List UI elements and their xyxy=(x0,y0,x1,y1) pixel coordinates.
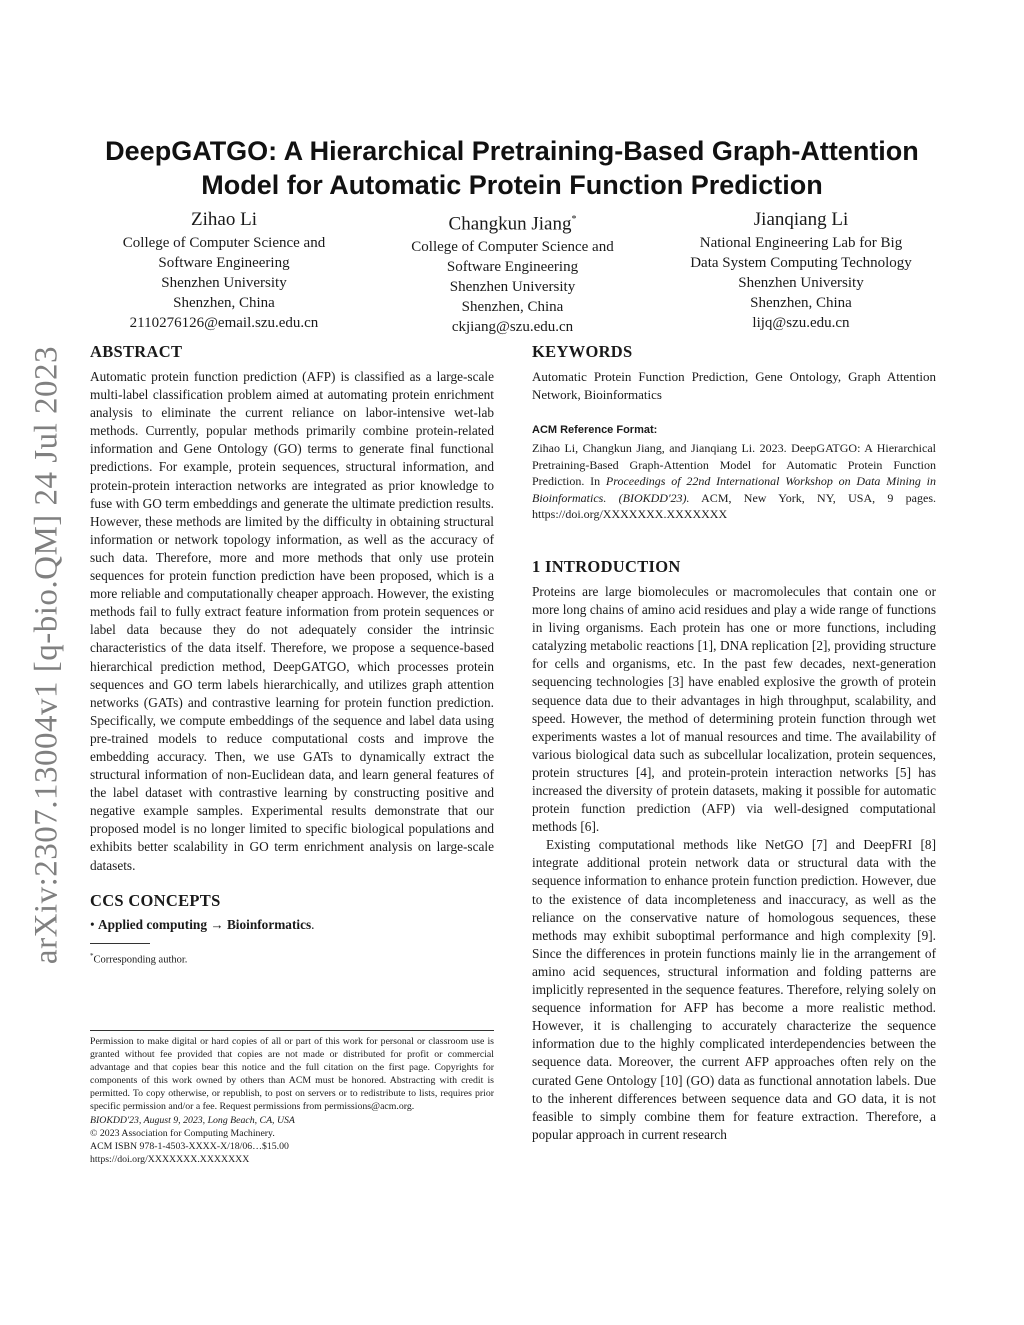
author-block xyxy=(90,207,935,337)
isbn-line: ACM ISBN 978-1-4503-XXXX-X/18/06…$15.00 xyxy=(90,1140,289,1152)
ccs-sub: Bioinformatics xyxy=(226,916,312,932)
acm-reference xyxy=(532,440,936,523)
acm-ref-part1: Zihao Li, Changkun Jiang, and Jianqiang Li. 2023. DeepGATGO: A Hierarchical Pretraining-Based Graph-Attention Model for Automatic Protein Function Prediction. In xyxy=(532,441,936,489)
right-column xyxy=(532,342,936,1144)
ccs-concept xyxy=(90,917,494,933)
permission-text: Permission to make digital or hard copies of all or part of this work for personal or classroom use is granted without fee provided that copies are not made or distributed for profit or commercial advantage and that copies bear this notice and the full citation on the first page. Copyrights for components of this work owned by others than ACM must be honored. Abstracting with credit is permitted. To copy otherwise, or republish, to post on servers or to redistribute to lists, requires prior specific permission and/or a fee. Request permissions from permissions@acm.org. xyxy=(90,1036,494,1113)
author-email: 2110276126@email.szu.edu.cn xyxy=(129,315,319,331)
author-name: Zihao Li xyxy=(191,209,257,230)
keywords-text: Automatic Protein Function Prediction, Gene Ontology, Graph Attention Network, Bioinformatics xyxy=(532,369,936,402)
author-affiliation: National Engineering Lab for Big xyxy=(699,235,903,251)
author-card xyxy=(379,207,647,337)
venue-line: BIOKDD'23, August 9, 2023, Long Beach, CA, USA xyxy=(90,1114,295,1126)
acm-ref-part2: ACM, New York, NY, USA, 9 pages. https://doi.org/XXXXXXX.XXXXXXX xyxy=(532,490,937,522)
arxiv-stamp xyxy=(30,340,64,970)
paper-title xyxy=(60,134,964,202)
acm-ref-heading: ACM Reference Format: xyxy=(532,424,658,436)
copyright-line: © 2023 Association for Computing Machinery. xyxy=(90,1127,275,1139)
ccs-heading: CCS CONCEPTS xyxy=(90,890,221,910)
doi-line: https://doi.org/XXXXXXX.XXXXXXX xyxy=(90,1153,250,1165)
footnote xyxy=(90,949,494,968)
ccs-item: Applied computing xyxy=(97,916,207,932)
author-card xyxy=(90,207,358,337)
author-affiliation: Data System Computing Technology xyxy=(690,255,912,271)
intro-paragraph-1: Proteins are large biomolecules or macromolecules that contain one or more long chains of amino acid residues and play a wide range of functions in living organisms. Each protein has one or more functions, including catalyzing metabolic reactions [1], DNA replication [2], providing structure for cells and organisms, etc. In the past few decades, next-generation sequencing technologies [3] have enabled explosive the growth of protein sequence data due to their advantages in high throughput, scalability, and speed. However, the method of determining protein function through wet experiments wastes a lot of manual resources and time. The availability of various biological data such as subcellular localization, protein sequences, protein structures [4], and protein-protein interaction networks [5] has increased the diversity of protein datasets, making it possible for automatic protein function prediction (AFP) via well-designed computational methods [6]. xyxy=(532,583,936,835)
author-affiliation: Shenzhen, China xyxy=(750,295,852,311)
author-affiliation: Shenzhen, China xyxy=(461,299,564,316)
acm-ref-proceedings: Proceedings of 22nd International Workshop on Data Mining in Bioinformatics. (BIOKDD'23). xyxy=(532,474,936,505)
corresponding-mark: * xyxy=(571,214,577,225)
author-affiliation: College of Computer Science and xyxy=(122,235,326,251)
author-affiliation: Shenzhen, China xyxy=(173,295,275,311)
arxiv-identifier: arXiv:2307.13004v1 [q-bio.QM] 24 Jul 2023 xyxy=(28,345,65,965)
title-line-2: Model for Automatic Protein Function Prediction xyxy=(201,170,823,200)
abstract-heading: ABSTRACT xyxy=(90,342,183,361)
author-affiliation: College of Computer Science and xyxy=(411,239,614,256)
ccs-period: . xyxy=(311,916,315,932)
abstract-text: Automatic protein function prediction (AFP) is classified as a large-scale multi-label classification problem aimed at automating protein enrichment analysis to eliminate the current reliance on labor-intensive wet-lab methods. Currently, popular methods primarily combine protein-related information and Gene Ontology (GO) terms to generate final functional predictions. For example, protein sequences, structural information, and protein-protein interaction networks are integrated as prior knowledge to fuse with GO term embeddings and generate the ultimate prediction results. However, these methods are limited by the difficulty in obtaining structural information or network topology information, as well as the accuracy of such data. Therefore, more and more methods that only use protein sequences for protein function prediction have been proposed, which is a more reliable and computationally cheaper approach. However, the existing methods fail to fully extract feature information from protein sequences or label data because they do not adequately consider the intrinsic characteristics of the data itself. Therefore, we propose a sequence-based hierarchical prediction method, DeepGATGO, which processes protein sequences and GO term labels hierarchically, and utilizes graph attention networks (GATs) and contrastive learning for protein function prediction. Specifically, we compute embeddings of the sequence and label data using pre-trained models to reduce computational costs and improve the embedding accuracy. Then, we use GATs to dynamically extract the structural information of non-Euclidean data, and learn general features of the label dataset with contrastive learning by constructing positive and negative example samples. Experimental results demonstrate that our proposed model is no longer limited to specific biological populations and exhibits better scalability in GO term enrichment analysis on large-scale datasets. xyxy=(90,369,494,873)
author-card xyxy=(667,207,935,337)
intro-heading: 1 INTRODUCTION xyxy=(532,556,681,576)
ccs-arrow: → xyxy=(210,916,224,932)
intro-paragraph-2: Existing computational methods like NetGO [7] and DeepFRI [8] integrate additional protein network data or structural data with the sequence information to enhance protein function prediction. However, due to the existence of data incompleteness and inaccuracy, as well as the reliance on the conservative nature of homologous sequences, these methods may exhibit suboptimal performance and high complexity [9]. Since the differences in protein functions mainly lie in the arrangement of amino acid sequences, structural information and folding patterns are implicitly represented in the sequence features. Therefore, relying solely on sequence information for AFP has become a more realistic method. However, it is challenging to accurately characterize the sequence information due to the highly complicated interdependencies between the sequence data. Moreover, the current AFP approaches often rely on the curated Gene Ontology [10] (GO) data as functional annotation labels. Due to the inherent differences between sequence data and GO data, it is not feasible to simply combine them for feature extraction. Therefore, a popular approach in current research xyxy=(532,837,936,1142)
permission-rule xyxy=(90,1030,494,1031)
author-name: Jianqiang Li xyxy=(753,209,849,230)
author-affiliation: Software Engineering xyxy=(158,255,290,271)
author-name: Changkun Jiang xyxy=(448,213,572,235)
author-affiliation: Shenzhen University xyxy=(449,279,576,296)
author-affiliation: Shenzhen University xyxy=(161,275,287,291)
keywords-heading: KEYWORDS xyxy=(532,342,633,361)
author-email: lijq@szu.edu.cn xyxy=(752,315,850,331)
author-affiliation: Software Engineering xyxy=(446,259,579,276)
permission-block xyxy=(90,1030,494,1166)
footnote-mark: * xyxy=(90,951,94,960)
author-affiliation: Shenzhen University xyxy=(738,275,864,291)
title-line-1: DeepGATGO: A Hierarchical Pretraining-Based Graph-Attention xyxy=(105,136,919,166)
left-column xyxy=(90,342,494,967)
footnote-rule xyxy=(90,943,150,944)
author-email: ckjiang@szu.edu.cn xyxy=(451,319,574,336)
footnote-text: Corresponding author. xyxy=(93,954,188,966)
ccs-bullet: • xyxy=(90,916,95,932)
